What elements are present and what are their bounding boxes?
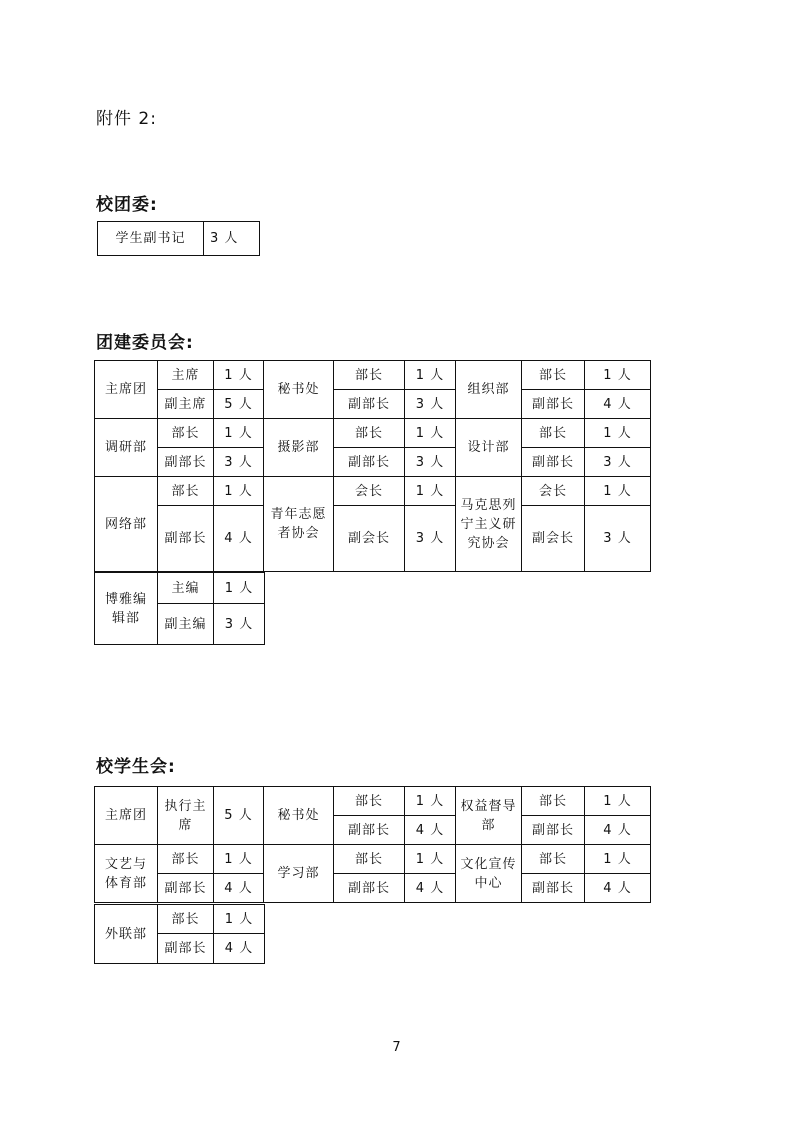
count-cell: 1 人 (214, 419, 264, 448)
role-cell: 部长 (158, 419, 214, 448)
count-cell: 1 人 (585, 419, 651, 448)
count-cell: 1 人 (585, 787, 651, 816)
role-cell: 部长 (522, 787, 585, 816)
dept-name: 马克思列宁主义研究协会 (456, 477, 522, 572)
role-cell: 部长 (334, 787, 405, 816)
role-cell: 副部长 (522, 874, 585, 903)
count-cell: 4 人 (585, 816, 651, 845)
dept-name: 青年志愿者协会 (264, 477, 334, 572)
role-cell: 部长 (334, 361, 405, 390)
role-cell: 会长 (522, 477, 585, 506)
dept-name: 网络部 (95, 477, 158, 572)
dept-name: 设计部 (456, 419, 522, 477)
count-cell: 1 人 (214, 361, 264, 390)
count-cell: 1 人 (405, 361, 456, 390)
dept-name: 秘书处 (264, 361, 334, 419)
count-cell: 4 人 (214, 934, 265, 964)
count-cell: 4 人 (214, 874, 264, 903)
role-cell: 主编 (158, 573, 214, 604)
dept-name: 文化宣传中心 (456, 845, 522, 903)
role-cell: 副部长 (334, 390, 405, 419)
count-cell: 1 人 (585, 845, 651, 874)
role-cell: 部长 (522, 419, 585, 448)
count-cell: 3 人 (405, 506, 456, 572)
count-cell: 4 人 (405, 874, 456, 903)
dept-name: 博雅编辑部 (95, 573, 158, 645)
section-title-student-union: 校学生会: (96, 757, 176, 777)
role-cell: 副会长 (522, 506, 585, 572)
section-title-league-committee: 校团委: (96, 195, 158, 215)
role-cell: 副会长 (334, 506, 405, 572)
role-cell: 部长 (334, 845, 405, 874)
role-cell: 副主席 (158, 390, 214, 419)
count-cell: 4 人 (214, 506, 264, 572)
count-cell: 3 人 (405, 390, 456, 419)
count-cell: 1 人 (405, 845, 456, 874)
count-cell: 1 人 (214, 905, 265, 934)
dept-name: 主席团 (95, 361, 158, 419)
league-building-table (94, 360, 651, 572)
count-cell: 1 人 (214, 573, 265, 604)
role-cell: 部长 (522, 361, 585, 390)
count-cell: 3 人 (585, 448, 651, 477)
count-cell: 1 人 (585, 477, 651, 506)
role-cell: 部长 (334, 419, 405, 448)
dept-name: 秘书处 (264, 787, 334, 845)
count-cell: 1 人 (214, 477, 264, 506)
dept-name: 组织部 (456, 361, 522, 419)
role-cell: 执行主席 (158, 787, 214, 845)
count-cell: 3 人 (405, 448, 456, 477)
count-cell: 1 人 (585, 361, 651, 390)
dept-name: 文艺与体育部 (95, 845, 158, 903)
role-cell: 副部长 (334, 874, 405, 903)
table-cell: 学生副书记 (98, 222, 204, 256)
dept-name: 调研部 (95, 419, 158, 477)
student-union-table (94, 786, 651, 903)
dept-name: 学习部 (264, 845, 334, 903)
role-cell: 副部长 (158, 448, 214, 477)
count-cell: 3 人 (585, 506, 651, 572)
count-cell: 1 人 (405, 477, 456, 506)
role-cell: 部长 (158, 845, 214, 874)
league-committee-table (97, 221, 260, 256)
role-cell: 副部长 (158, 506, 214, 572)
league-building-table-extra (94, 572, 265, 645)
role-cell: 副部长 (158, 934, 214, 964)
dept-name: 外联部 (95, 905, 158, 964)
count-cell: 4 人 (585, 874, 651, 903)
count-cell: 4 人 (585, 390, 651, 419)
count-cell: 1 人 (405, 787, 456, 816)
count-cell: 1 人 (405, 419, 456, 448)
role-cell: 副部长 (334, 816, 405, 845)
role-cell: 副部长 (334, 448, 405, 477)
count-cell: 1 人 (214, 845, 264, 874)
dept-name: 主席团 (95, 787, 158, 845)
section-title-league-building: 团建委员会: (96, 333, 194, 353)
dept-name: 权益督导部 (456, 787, 522, 845)
page-number: 7 (392, 1040, 401, 1055)
role-cell: 副主编 (158, 604, 214, 645)
table-cell: 3 人 (204, 222, 260, 256)
role-cell: 副部长 (522, 390, 585, 419)
role-cell: 部长 (158, 905, 214, 934)
count-cell: 3 人 (214, 604, 265, 645)
role-cell: 主席 (158, 361, 214, 390)
count-cell: 3 人 (214, 448, 264, 477)
count-cell: 5 人 (214, 787, 264, 845)
attachment-label: 附件 2: (96, 109, 157, 129)
dept-name: 摄影部 (264, 419, 334, 477)
role-cell: 副部长 (522, 448, 585, 477)
role-cell: 副部长 (158, 874, 214, 903)
role-cell: 副部长 (522, 816, 585, 845)
count-cell: 5 人 (214, 390, 264, 419)
role-cell: 部长 (522, 845, 585, 874)
role-cell: 会长 (334, 477, 405, 506)
count-cell: 4 人 (405, 816, 456, 845)
student-union-table-extra (94, 904, 265, 964)
role-cell: 部长 (158, 477, 214, 506)
